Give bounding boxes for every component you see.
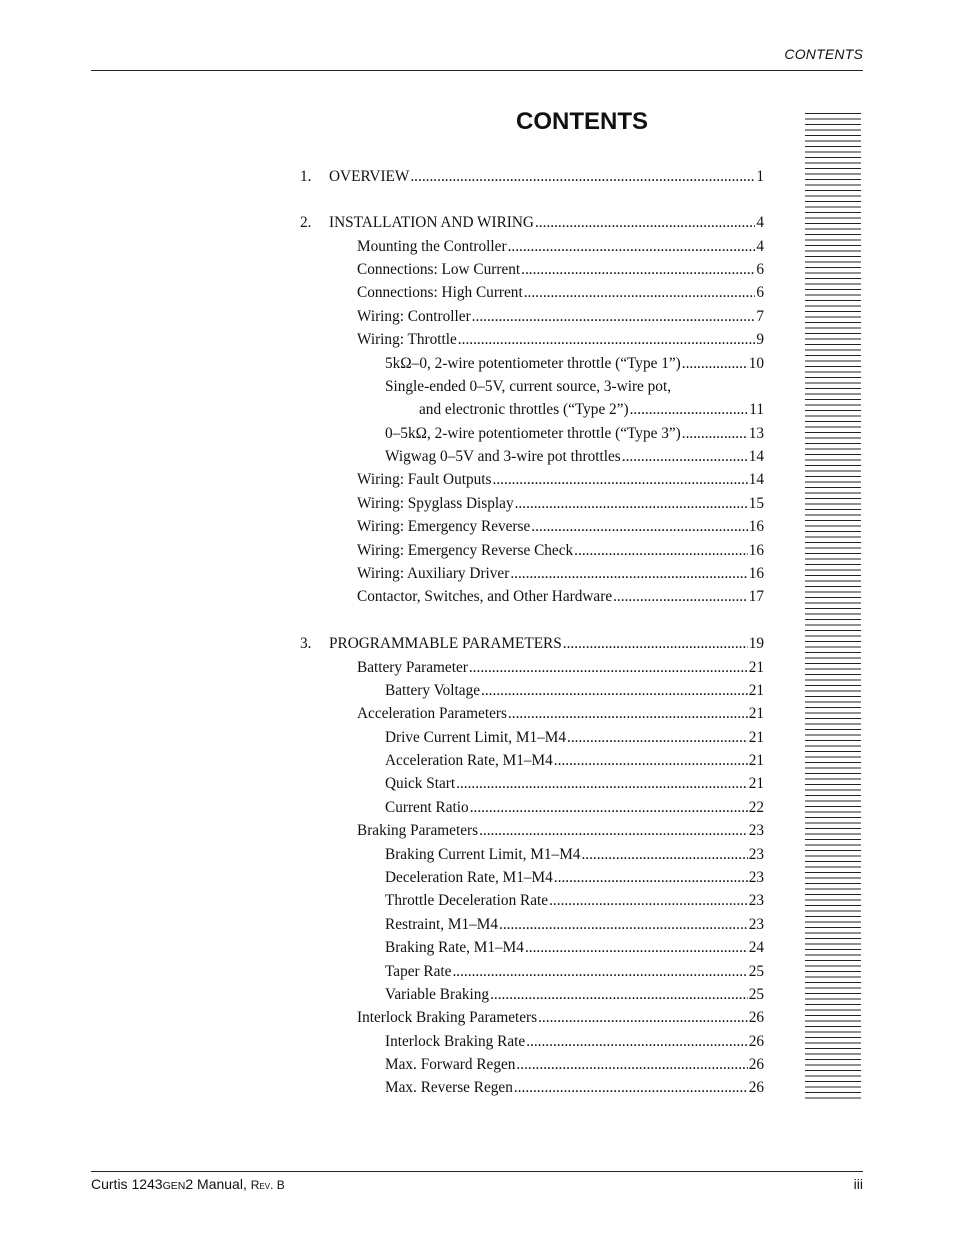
toc-page-number: 25 (748, 963, 764, 980)
toc-entry-body (357, 469, 764, 491)
toc-entry[interactable] (300, 1077, 764, 1099)
toc-entry-body (385, 773, 764, 795)
toc-entry-title: Throttle Deceleration Rate (385, 892, 549, 909)
toc-page-number: 25 (748, 986, 764, 1003)
toc-leader-dots (524, 282, 756, 304)
toc-entry-body (385, 1054, 764, 1076)
toc-page-number: 26 (748, 1056, 764, 1073)
toc-entry-title: Restraint, M1–M4 (385, 916, 499, 933)
toc-section-number: 2. (300, 214, 312, 231)
toc-leader-dots (574, 540, 748, 562)
toc-entry[interactable] (300, 984, 764, 1006)
toc-page-number: 21 (748, 659, 764, 676)
toc-leader-dots (481, 680, 748, 702)
toc-entry[interactable] (300, 353, 764, 375)
toc-entry-body (385, 937, 764, 959)
toc-entry-title: Quick Start (385, 775, 456, 792)
toc-entry-title: Battery Parameter (357, 659, 468, 676)
toc-entry[interactable] (300, 1031, 764, 1053)
toc-entry-body (357, 563, 764, 585)
toc-leader-dots (490, 984, 748, 1006)
toc-leader-dots (526, 1031, 748, 1053)
toc-leader-dots (456, 773, 748, 795)
toc-entry-body (385, 680, 764, 702)
toc-entry-title: Contactor, Switches, and Other Hardware (357, 588, 613, 605)
toc-page-number: 21 (748, 729, 764, 746)
toc-entry[interactable] (300, 259, 764, 281)
toc-entry-body (385, 984, 764, 1006)
toc-leader-dots (493, 469, 748, 491)
toc-entry-title: Braking Current Limit, M1–M4 (385, 846, 581, 863)
toc-entry[interactable] (300, 586, 764, 608)
toc-page-number: 6 (756, 284, 764, 301)
toc-leader-dots (630, 399, 749, 421)
toc-entry-title: and electronic throttles (“Type 2”) (419, 401, 629, 418)
toc-entry[interactable] (300, 423, 764, 445)
toc-entry-title: Wiring: Fault Outputs (357, 471, 492, 488)
toc-entry-body (419, 399, 764, 421)
header-rule (91, 70, 863, 71)
toc-page-number: 23 (748, 869, 764, 886)
toc-entry[interactable] (300, 493, 764, 515)
toc-entry[interactable] (300, 469, 764, 491)
toc-leader-dots (514, 1077, 748, 1099)
toc-entry-title: Wiring: Emergency Reverse Check (357, 542, 574, 559)
toc-entry[interactable] (300, 376, 764, 398)
toc-leader-dots (563, 633, 748, 655)
toc-entry[interactable] (300, 961, 764, 983)
toc-leader-dots (458, 329, 756, 351)
toc-entry-body (385, 797, 764, 819)
toc-entry-title: Wiring: Emergency Reverse (357, 518, 531, 535)
toc-entry[interactable] (300, 212, 764, 234)
toc-page-number: 4 (756, 214, 764, 231)
toc-entry-body (385, 890, 764, 912)
toc-leader-dots (581, 844, 747, 866)
toc-page-number: 23 (748, 846, 764, 863)
toc-leader-dots (515, 493, 748, 515)
toc-leader-dots (508, 703, 748, 725)
toc-entry-title: Single-ended 0–5V, current source, 3-wire pot, (385, 378, 672, 395)
toc-entry[interactable] (300, 1007, 764, 1029)
toc-entry-body (385, 750, 764, 772)
toc-entry[interactable] (300, 399, 764, 421)
toc-page-number: 7 (756, 308, 764, 325)
toc-entry-body (385, 914, 764, 936)
toc-entry-title: Braking Rate, M1–M4 (385, 939, 524, 956)
toc-entry-title: Wigwag 0–5V and 3-wire pot throttles (385, 448, 621, 465)
toc-entry[interactable] (300, 867, 764, 889)
toc-leader-dots (554, 867, 748, 889)
toc-entry[interactable] (300, 703, 764, 725)
toc-entry-body (385, 844, 764, 866)
toc-entry-title: 0–5kΩ, 2-wire potentiometer throttle (“Type 3”) (385, 425, 681, 442)
toc-leader-dots (554, 750, 748, 772)
toc-entry-title: Current Ratio (385, 799, 469, 816)
toc-page-number: 6 (756, 261, 764, 278)
toc-leader-dots (510, 563, 747, 585)
toc-page-number: 24 (748, 939, 764, 956)
footer-model: Curtis 1243 (91, 1176, 163, 1192)
toc-leader-dots (410, 166, 755, 188)
toc-entry-title: INSTALLATION AND WIRING (329, 214, 534, 231)
toc-entry[interactable] (300, 446, 764, 468)
toc-entry-body (385, 867, 764, 889)
toc-leader-dots (499, 914, 748, 936)
toc-entry-body (385, 353, 764, 375)
toc-leader-dots (682, 423, 748, 445)
toc-page-number: 1 (756, 168, 764, 185)
toc-entry[interactable] (300, 773, 764, 795)
toc-page-number: 19 (748, 635, 764, 652)
toc-leader-dots (567, 727, 748, 749)
toc-leader-dots (622, 446, 748, 468)
toc-entry[interactable] (300, 750, 764, 772)
toc-entry[interactable] (300, 890, 764, 912)
toc-leader-dots (521, 259, 755, 281)
toc-page-number: 23 (748, 892, 764, 909)
toc-entry[interactable] (300, 937, 764, 959)
toc-entry-title: Drive Current Limit, M1–M4 (385, 729, 566, 746)
toc-page-number: 21 (748, 752, 764, 769)
toc-page-number: 9 (756, 331, 764, 348)
toc-entry-body (329, 166, 764, 188)
toc-entry-body (357, 540, 764, 562)
toc-page-number: 13 (748, 425, 764, 442)
toc-entry-body (385, 446, 764, 468)
toc-entry-body (357, 820, 764, 842)
toc-entry[interactable] (300, 914, 764, 936)
toc-entry-title: OVERVIEW (329, 168, 410, 185)
decorative-stripes (805, 113, 861, 1100)
toc-leader-dots (469, 657, 748, 679)
toc-entry-body (385, 961, 764, 983)
toc-entry-title: Max. Forward Regen (385, 1056, 516, 1073)
toc-entry[interactable] (300, 306, 764, 328)
toc-entry[interactable] (300, 1054, 764, 1076)
toc-entry-body (357, 306, 764, 328)
toc-entry[interactable] (300, 282, 764, 304)
toc-section-number: 1. (300, 168, 312, 185)
toc-page-number: 10 (748, 355, 764, 372)
toc-entry[interactable] (300, 844, 764, 866)
toc-entry-body (357, 493, 764, 515)
toc-page-number: 21 (748, 775, 764, 792)
toc-page-number: 26 (748, 1009, 764, 1026)
toc-entry-body (357, 282, 764, 304)
toc-entry-body (329, 633, 764, 655)
toc-entry[interactable] (300, 727, 764, 749)
toc-entry-title: Acceleration Rate, M1–M4 (385, 752, 553, 769)
toc-leader-dots (525, 937, 748, 959)
toc-entry-body (357, 586, 764, 608)
toc-entry-title: 5kΩ–0, 2-wire potentiometer throttle (“Type 1”) (385, 355, 681, 372)
toc-leader-dots (549, 890, 748, 912)
toc-page-number: 14 (748, 471, 764, 488)
toc-entry-body (385, 1031, 764, 1053)
toc-page-number: 14 (748, 448, 764, 465)
toc-leader-dots (470, 797, 748, 819)
toc-page-number: 16 (748, 542, 764, 559)
toc-entry[interactable] (300, 820, 764, 842)
toc-entry-title: Variable Braking (385, 986, 490, 1003)
toc-page-number: 23 (748, 822, 764, 839)
toc-page-number: 16 (748, 565, 764, 582)
toc-entry[interactable] (300, 563, 764, 585)
toc-entry-body (385, 423, 764, 445)
toc-entry-title: Wiring: Throttle (357, 331, 457, 348)
toc-entry-body (357, 703, 764, 725)
footer-manual-title (91, 1176, 285, 1192)
toc-entry-title: Braking Parameters (357, 822, 479, 839)
toc-page-number: 17 (748, 588, 764, 605)
footer-rule (91, 1171, 863, 1172)
toc-entry-body (385, 1077, 764, 1099)
toc-leader-dots (535, 212, 755, 234)
toc-leader-dots (516, 1054, 747, 1076)
toc-entry-title: Wiring: Auxiliary Driver (357, 565, 510, 582)
toc-entry-title: Acceleration Parameters (357, 705, 507, 722)
toc-entry-title: Interlock Braking Rate (385, 1033, 526, 1050)
toc-entry-title: Wiring: Spyglass Display (357, 495, 514, 512)
toc-entry[interactable] (300, 236, 764, 258)
toc-page-number: 21 (748, 682, 764, 699)
toc-entry[interactable] (300, 516, 764, 538)
toc-entry[interactable] (300, 657, 764, 679)
toc-leader-dots (472, 306, 756, 328)
toc-leader-dots (508, 236, 756, 258)
toc-entry-title: Mounting the Controller (357, 238, 507, 255)
toc-page-number: 26 (748, 1079, 764, 1096)
footer-page-number: iii (853, 1176, 863, 1192)
toc-entry-title: Connections: High Current (357, 284, 523, 301)
toc-entry-body (357, 329, 764, 351)
toc-entry-title: Connections: Low Current (357, 261, 521, 278)
toc-leader-dots (452, 961, 747, 983)
footer-rev: Rev. B (250, 1178, 285, 1192)
toc-entry-title: PROGRAMMABLE PARAMETERS (329, 635, 562, 652)
toc-page-number: 23 (748, 916, 764, 933)
toc-entry-body (385, 376, 671, 398)
toc-entry-body (385, 727, 764, 749)
toc-leader-dots (479, 820, 748, 842)
toc-entry-body (357, 657, 764, 679)
toc-entry-title: Battery Voltage (385, 682, 481, 699)
toc-entry[interactable] (300, 166, 764, 188)
toc-entry[interactable] (300, 797, 764, 819)
toc-entry[interactable] (300, 680, 764, 702)
toc-leader-dots (613, 586, 748, 608)
toc-page-number: 26 (748, 1033, 764, 1050)
toc-entry-title: Interlock Braking Parameters (357, 1009, 538, 1026)
toc-section-number: 3. (300, 635, 312, 652)
toc-page-number: 22 (748, 799, 764, 816)
footer-manual: 2 Manual, (185, 1176, 247, 1192)
running-head: CONTENTS (784, 46, 863, 62)
toc-page-number: 16 (748, 518, 764, 535)
toc-leader-dots (531, 516, 747, 538)
toc-entry-body (357, 259, 764, 281)
toc-page-number: 21 (748, 705, 764, 722)
page-title: CONTENTS (516, 108, 648, 135)
toc-leader-dots (538, 1007, 748, 1029)
toc-entry-title: Max. Reverse Regen (385, 1079, 513, 1096)
toc-entry[interactable] (300, 329, 764, 351)
toc-entry[interactable] (300, 540, 764, 562)
toc-entry-body (357, 516, 764, 538)
toc-entry[interactable] (300, 633, 764, 655)
toc-page-number: 11 (749, 401, 764, 418)
footer-gen: GEN (162, 1180, 186, 1192)
toc-leader-dots (682, 353, 748, 375)
toc-entry-title: Deceleration Rate, M1–M4 (385, 869, 553, 886)
toc-entry-body (329, 212, 764, 234)
toc-page-number: 4 (756, 238, 764, 255)
toc-entry-title: Wiring: Controller (357, 308, 471, 325)
toc-page-number: 15 (748, 495, 764, 512)
toc-entry-title: Taper Rate (385, 963, 452, 980)
toc-entry-body (357, 236, 764, 258)
toc-entry-body (357, 1007, 764, 1029)
